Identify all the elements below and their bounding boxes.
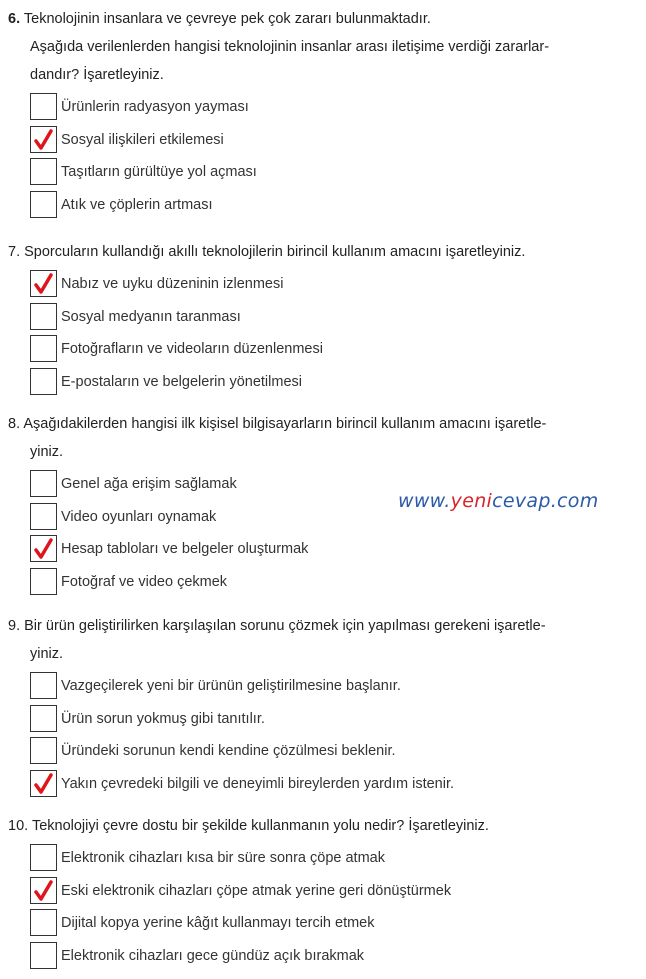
options-list [8, 842, 638, 972]
checkbox[interactable] [30, 93, 57, 120]
question-stem [8, 410, 638, 438]
option-item[interactable] [8, 268, 638, 301]
question-text-line1: Sporcuların kullandığı akıllı teknolojilerin birincil kullanım amacını işaretleyiniz. [24, 244, 526, 260]
option-item[interactable] [8, 333, 638, 366]
question-text-line2: dandır? İşaretleyiniz. [30, 67, 164, 83]
question-7 [8, 238, 638, 398]
option-item[interactable] [8, 735, 638, 768]
option-label: Sosyal medyanın taranması [61, 308, 241, 325]
question-9 [8, 612, 638, 800]
checkbox-checked[interactable] [30, 535, 57, 562]
option-label: Hesap tabloları ve belgeler oluşturmak [61, 541, 309, 557]
watermark-part: yeni [450, 490, 493, 512]
checkbox[interactable] [30, 191, 57, 218]
checkbox[interactable] [30, 503, 57, 530]
question-text-line1: Bir ürün geliştirilirken karşılaşılan sorunu çözmek için yapılması gerekeni işaretle- [24, 618, 546, 634]
checkbox[interactable] [30, 368, 57, 395]
checkbox[interactable] [30, 737, 57, 764]
checkmark-icon [34, 773, 54, 795]
option-label: Ürün sorun yokmuş gibi tanıtılır. [61, 710, 265, 727]
option-item[interactable] [8, 940, 638, 973]
checkbox[interactable] [30, 705, 57, 732]
question-text-line1: Teknolojiyi çevre dostu bir şekilde kullanmanın yolu nedir? İşaretleyiniz. [31, 818, 489, 834]
checkbox[interactable] [30, 942, 57, 969]
question-stem [8, 238, 638, 266]
option-label: Genel ağa erişim sağlamak [61, 476, 237, 492]
option-item[interactable] [8, 301, 638, 334]
watermark-part: cevap [492, 490, 551, 512]
checkbox-checked[interactable] [30, 270, 57, 297]
checkbox[interactable] [30, 335, 57, 362]
option-item[interactable] [8, 768, 638, 801]
option-item[interactable] [8, 189, 638, 222]
option-item[interactable] [8, 156, 638, 189]
option-label: E-postaların ve belgelerin yönetilmesi [61, 373, 302, 390]
question-6 [8, 5, 638, 221]
checkmark-icon [34, 538, 54, 560]
checkbox-checked[interactable] [30, 126, 57, 153]
option-item[interactable] [8, 366, 638, 399]
question-number: 9. [8, 618, 21, 634]
option-item[interactable] [8, 566, 638, 599]
watermark [398, 490, 599, 512]
option-item[interactable] [8, 842, 638, 875]
question-stem [8, 612, 638, 640]
option-item[interactable] [8, 907, 638, 940]
option-item[interactable] [8, 533, 638, 566]
option-item[interactable] [8, 875, 638, 908]
question-text-line2: yiniz. [30, 444, 64, 460]
checkbox[interactable] [30, 672, 57, 699]
options-list [8, 670, 638, 800]
checkbox[interactable] [30, 303, 57, 330]
checkmark-icon [34, 129, 54, 151]
watermark-part: .com [550, 490, 599, 512]
option-label: Eski elektronik cihazları çöpe atmak yerine geri dönüştürmek [61, 882, 452, 899]
option-label: Fotoğraf ve video çekmek [61, 573, 228, 590]
option-label: Dijital kopya yerine kâğıt kullanmayı tercih etmek [61, 915, 375, 931]
watermark-part: www. [398, 490, 451, 512]
checkbox[interactable] [30, 909, 57, 936]
option-item[interactable] [8, 670, 638, 703]
question-stem [8, 5, 638, 33]
option-label: Elektronik cihazları gece gündüz açık bırakmak [61, 947, 365, 964]
option-label: Ürünlerin radyasyon yayması [61, 99, 249, 115]
question-text-line1: Aşağıda verilenlerden hangisi teknolojinin insanlar arası iletişime verdiği zararlar- [30, 39, 550, 55]
checkmark-icon [34, 273, 54, 295]
question-number: 10. [8, 818, 29, 834]
question-10 [8, 812, 638, 972]
question-text-line1: Aşağıdakilerden hangisi ilk kişisel bilgisayarların birincil kullanım amacını işaretle- [23, 416, 547, 432]
checkbox-checked[interactable] [30, 877, 57, 904]
checkbox[interactable] [30, 568, 57, 595]
question-number: 6. [8, 11, 21, 27]
option-label: Nabız ve uyku düzeninin izlenmesi [61, 276, 284, 292]
option-item[interactable] [8, 91, 638, 124]
question-stem [8, 812, 638, 840]
options-list [8, 468, 638, 598]
option-label: Üründeki sorunun kendi kendine çözülmesi beklenir. [61, 743, 396, 759]
checkbox[interactable] [30, 158, 57, 185]
checkbox[interactable] [30, 844, 57, 871]
checkbox-checked[interactable] [30, 770, 57, 797]
option-label: Atık ve çöplerin artması [61, 196, 213, 213]
option-label: Video oyunları oynamak [61, 508, 217, 525]
option-label: Elektronik cihazları kısa bir süre sonra çöpe atmak [61, 850, 385, 866]
options-list [8, 268, 638, 398]
option-label: Vazgeçilerek yeni bir ürünün geliştirilmesine başlanır. [61, 678, 401, 694]
option-item[interactable] [8, 703, 638, 736]
option-label: Yakın çevredeki bilgili ve deneyimli bireylerden yardım istenir. [61, 775, 455, 792]
option-item[interactable] [8, 124, 638, 157]
question-text-line2: yiniz. [30, 646, 64, 662]
checkmark-icon [34, 880, 54, 902]
question-number: 8. [8, 416, 21, 432]
option-label: Taşıtların gürültüye yol açması [61, 164, 257, 180]
question-number: 7. [8, 244, 21, 260]
option-label: Sosyal ilişkileri etkilemesi [61, 131, 224, 148]
checkbox[interactable] [30, 470, 57, 497]
question-intro: Teknolojinin insanlara ve çevreye pek çok zararı bulunmaktadır. [23, 11, 431, 27]
options-list [8, 91, 638, 221]
option-label: Fotoğrafların ve videoların düzenlenmesi [61, 341, 323, 357]
